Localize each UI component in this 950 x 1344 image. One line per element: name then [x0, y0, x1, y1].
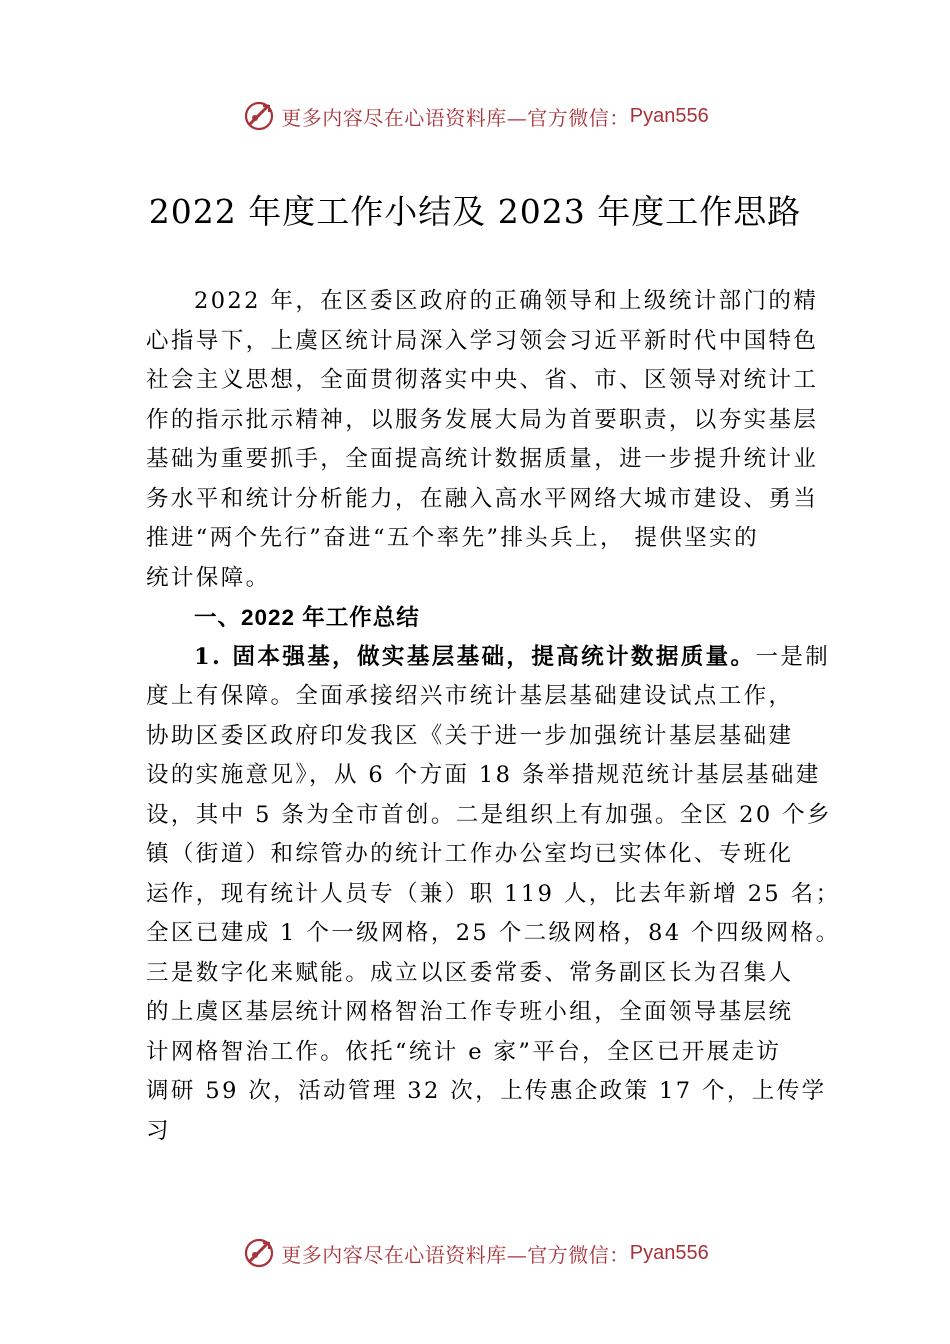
- paragraph-line: 计网格智治工作。依托“统计 e 家”平台，全区已开展走访: [146, 1038, 782, 1065]
- paragraph-line: 设，其中 5 条为全市首创。二是组织上有加强。全区 20 个乡: [146, 801, 832, 828]
- paragraph-line: 运作，现有统计人员专（兼）职 119 人，比去年新增 25 名；: [146, 880, 841, 907]
- paragraph-line: 三是数字化来赋能。成立以区委常委、常务副区长为召集人: [146, 959, 794, 986]
- paragraph-line: 镇（街道）和综管办的统计工作办公室均已实体化、专班化: [146, 841, 794, 867]
- paragraph-line: 作的指示批示精神，以服务发展大局为首要职责，以夯实基层: [146, 406, 819, 433]
- paragraph-line: 统计保障。: [146, 564, 271, 591]
- paragraph-line: 推进“两个先行”奋进“五个率先”排头兵上， 提供坚实的: [146, 525, 759, 551]
- item1-first-line: [146, 638, 831, 678]
- watermark-text: 更多内容尽在心语资料库—官方微信：: [281, 105, 630, 130]
- watermark-handle: Pyan556: [629, 104, 709, 127]
- paragraph-line: 心指导下，上虞区统计局深入学习领会习近平新时代中国特色: [146, 327, 819, 354]
- watermark-logo-icon: [241, 1235, 277, 1271]
- paragraph-line: 协助区委区政府印发我区《关于进一步加强统计基层基础建: [146, 722, 794, 749]
- item1-bold-lead: 1. 固本强基，做实基层基础，提高统计数据质量。: [194, 643, 756, 670]
- document-body: [146, 282, 841, 1151]
- paragraph-line: 设的实施意见》，从 6 个方面 18 条举措规范统计基层基础建: [146, 762, 821, 788]
- watermark-banner-bottom: [0, 1233, 950, 1273]
- paragraph-line: 的上虞区基层统计网格智治工作专班小组，全面领导基层统: [146, 999, 794, 1025]
- watermark-banner-top: [0, 96, 950, 136]
- document-title: 2022 年度工作小结及 2023 年度工作思路: [148, 192, 802, 231]
- paragraph-line: 调研 59 次，活动管理 32 次，上传惠企政策 17 个，上传学: [146, 1078, 827, 1104]
- watermark-logo-icon: [241, 98, 277, 134]
- paragraph-line: 习: [146, 1117, 171, 1144]
- paragraph-line: 全区已建成 1 个一级网格，25 个二级网格，84 个四级网格。: [146, 920, 841, 946]
- watermark-handle: Pyan556: [629, 1241, 709, 1264]
- paragraph-line: 基础为重要抓手，全面提高统计数据质量，进一步提升统计业: [146, 446, 819, 472]
- paragraph-line: 度上有保障。全面承接绍兴市统计基层基础建设试点工作，: [146, 683, 794, 709]
- paragraph-line: 社会主义思想，全面贯彻落实中央、省、市、区领导对统计工: [146, 367, 819, 393]
- section-heading: 一、2022 年工作总结: [194, 605, 420, 630]
- paragraph-line: 务水平和统计分析能力，在融入高水平网络大城市建设、勇当: [146, 485, 819, 512]
- paragraph-line: 2022 年，在区委区政府的正确领导和上级统计部门的精: [194, 288, 819, 314]
- item1-lead-rest: 一是制: [755, 643, 831, 670]
- watermark-text: 更多内容尽在心语资料库—官方微信：: [281, 1242, 630, 1267]
